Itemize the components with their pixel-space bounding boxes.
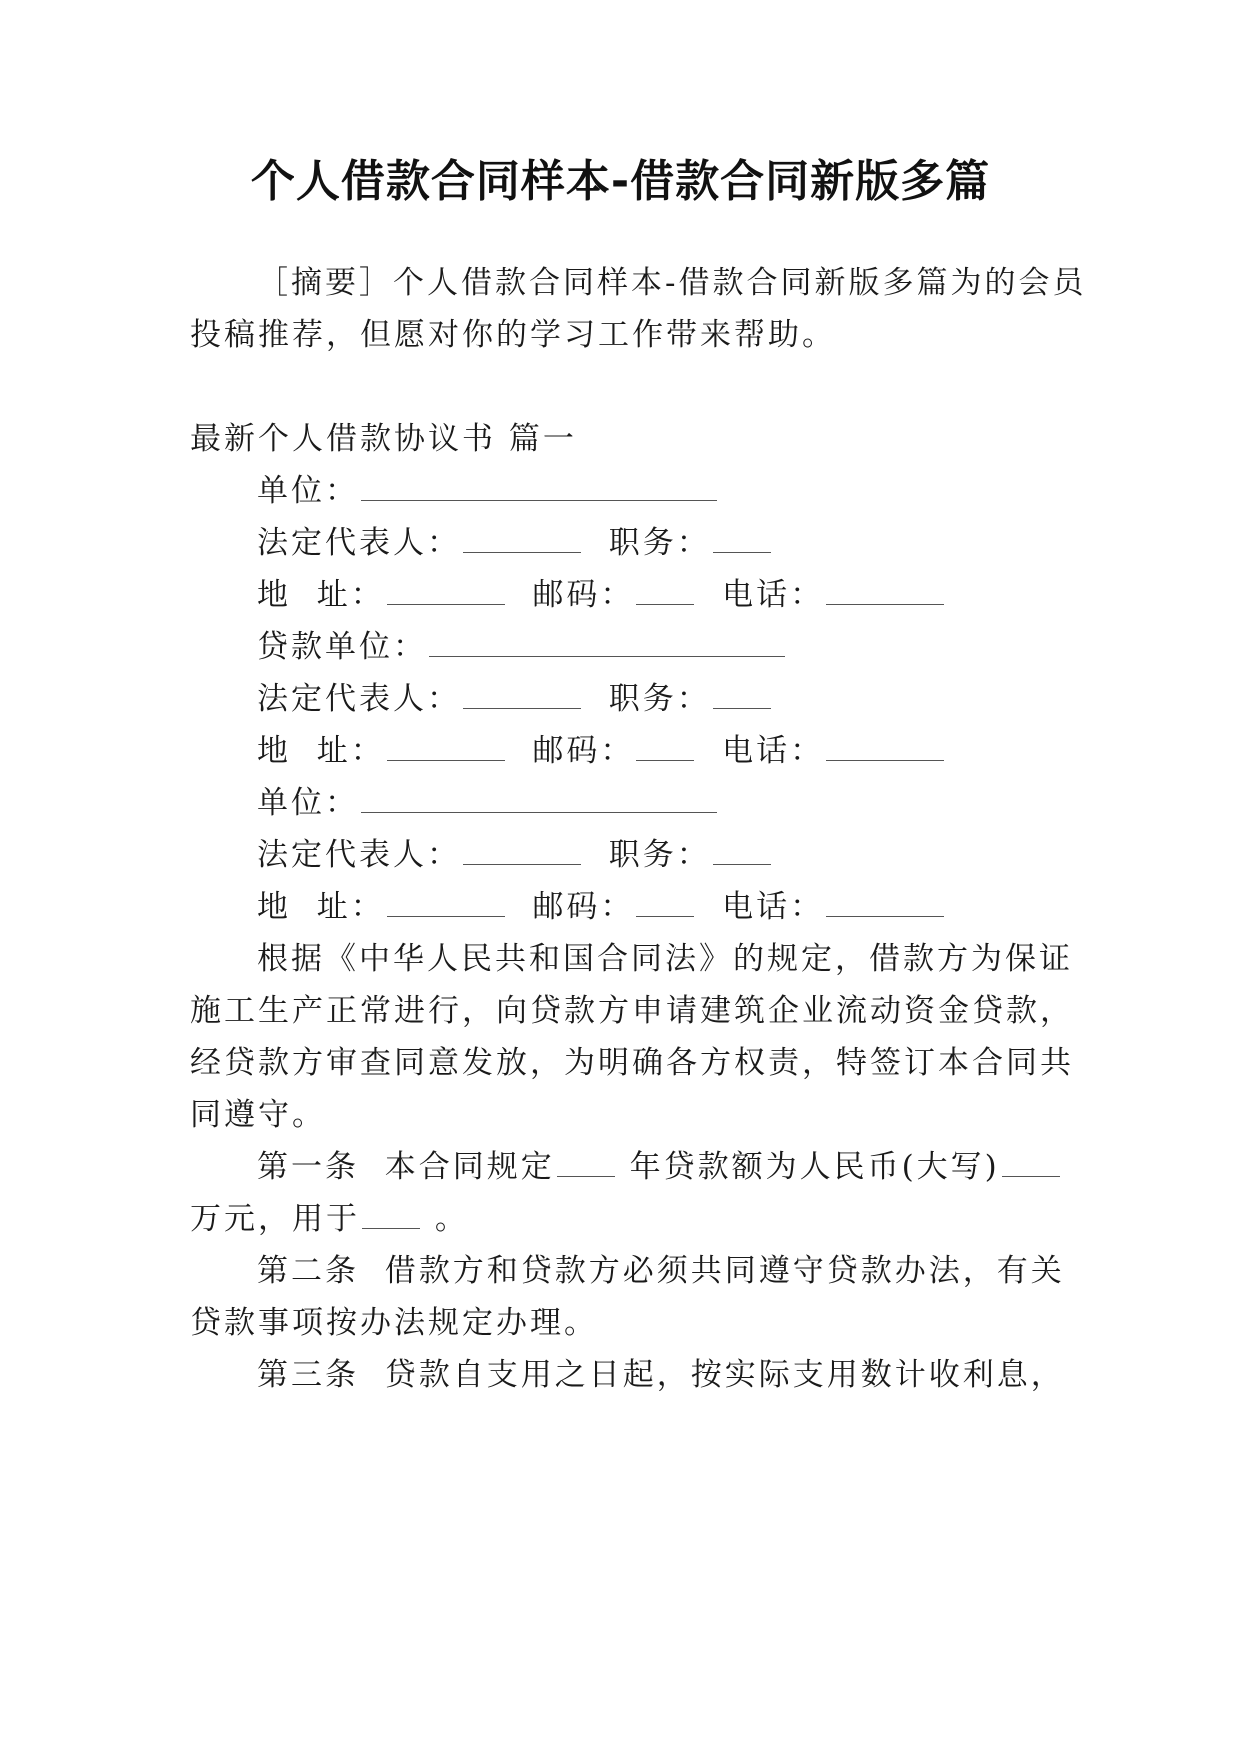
article2-line-2: 贷款事项按办法规定办理。 — [190, 1305, 598, 1341]
zip-blank — [636, 566, 694, 605]
party1-unit-row — [257, 462, 719, 520]
phone-blank — [826, 722, 944, 761]
party3-unit-row — [257, 774, 719, 832]
position-blank — [713, 670, 771, 709]
position-blank — [713, 826, 771, 865]
purpose-blank — [362, 1190, 420, 1229]
phone-label: 电话： — [722, 733, 825, 769]
zip-blank — [636, 722, 694, 761]
rep-blank — [463, 514, 581, 553]
section-heading: 最新个人借款协议书 篇一 — [190, 421, 577, 457]
unit-label: 贷款单位： — [257, 629, 427, 665]
position-label: 职务： — [608, 525, 711, 561]
position-label: 职务： — [608, 681, 711, 717]
year-blank — [557, 1138, 615, 1177]
lender-unit-row — [257, 618, 787, 676]
preamble-line-1: 根据《中华人民共和国合同法》的规定，借款方为保证 — [257, 941, 1073, 977]
address-label: 地 址： — [257, 733, 385, 769]
phone-blank — [826, 878, 944, 917]
party3-rep-row — [257, 826, 773, 884]
article3-line-1: 第三条 贷款自支用之日起，按实际支用数计收利息， — [257, 1357, 1065, 1393]
address-blank — [387, 878, 505, 917]
article1-line-2 — [190, 1190, 469, 1248]
phone-blank — [826, 566, 944, 605]
position-label: 职务： — [608, 837, 711, 873]
party1-address-row — [257, 566, 946, 624]
address-blank — [387, 722, 505, 761]
phone-label: 电话： — [722, 577, 825, 613]
article1-part2: 年贷款额为人民币(大写) — [629, 1149, 1000, 1185]
article1-part4: 。 — [434, 1201, 469, 1237]
rep-label: 法定代表人： — [257, 837, 461, 873]
party1-rep-row — [257, 514, 773, 572]
article1-line-1 — [257, 1138, 1062, 1196]
rep-label: 法定代表人： — [257, 681, 461, 717]
preamble-line-3: 经贷款方审查同意发放，为明确各方权责，特签订本合同共 — [190, 1045, 1074, 1081]
preamble-line-2: 施工生产正常进行，向贷款方申请建筑企业流动资金贷款， — [190, 993, 1074, 1029]
address-label: 地 址： — [257, 577, 385, 613]
position-blank — [713, 514, 771, 553]
rep-blank — [463, 826, 581, 865]
abstract-line-2: 投稿推荐，但愿对你的学习工作带来帮助。 — [190, 317, 836, 353]
amount-blank — [1002, 1138, 1060, 1177]
article1-part3: 万元，用于 — [190, 1201, 360, 1237]
lender-address-row — [257, 722, 946, 780]
document-title: 个人借款合同样本-借款合同新版多篇 — [250, 156, 991, 207]
party3-address-row — [257, 878, 946, 936]
unit-blank — [361, 462, 717, 501]
unit-blank — [429, 618, 785, 657]
rep-blank — [463, 670, 581, 709]
article2-line-1: 第二条 借款方和贷款方必须共同遵守贷款办法，有关 — [257, 1253, 1065, 1289]
zip-label: 邮码： — [532, 577, 635, 613]
unit-label: 单位： — [257, 473, 359, 509]
article1-part1: 第一条 本合同规定 — [257, 1149, 555, 1185]
unit-blank — [361, 774, 717, 813]
unit-label: 单位： — [257, 785, 359, 821]
abstract-line-1: ［摘要］个人借款合同样本-借款合同新版多篇为的会员 — [257, 265, 1087, 301]
address-label: 地 址： — [257, 889, 385, 925]
rep-label: 法定代表人： — [257, 525, 461, 561]
preamble-line-4: 同遵守。 — [190, 1097, 326, 1133]
lender-rep-row — [257, 670, 773, 728]
phone-label: 电话： — [722, 889, 825, 925]
zip-label: 邮码： — [532, 889, 635, 925]
zip-blank — [636, 878, 694, 917]
address-blank — [387, 566, 505, 605]
zip-label: 邮码： — [532, 733, 635, 769]
